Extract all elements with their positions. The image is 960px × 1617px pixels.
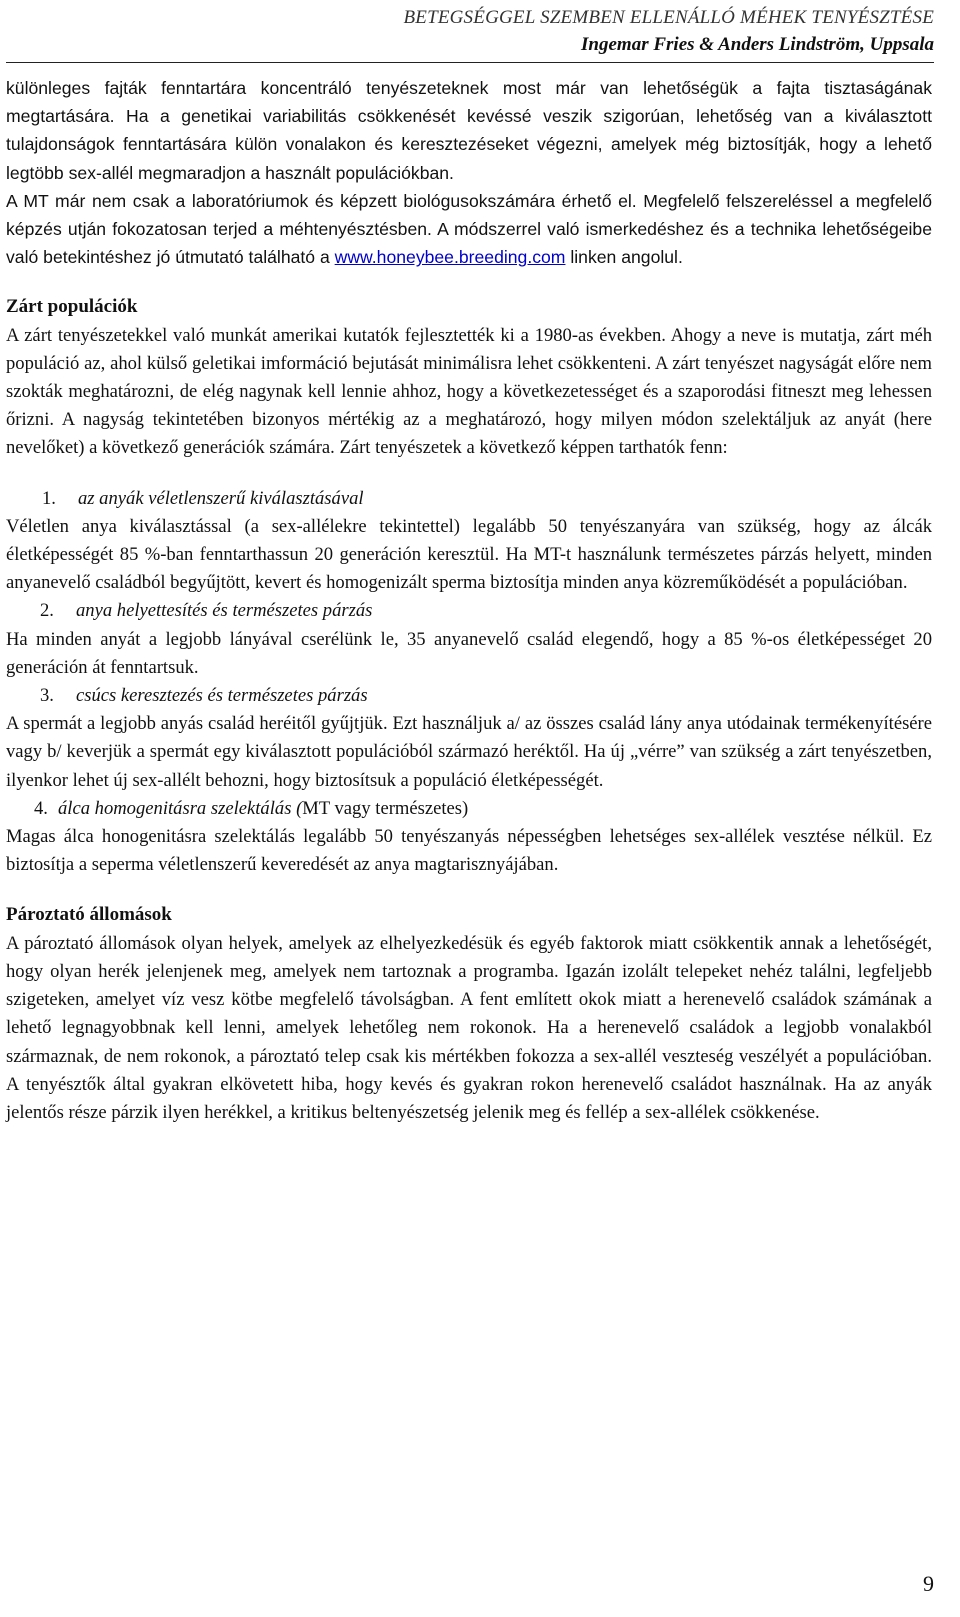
list-item-1-text: Véletlen anya kiválasztással (a sex-allélekre tekintettel) legalább 50 tenyészanyára van szükség, hogy az álcák életképességét 85 %-ban fenntarthassun 20 generáción keresztül. Ha MT-t használunk természetes párzás helyett, minden anyanevelő családból begyűjtött, kevert és homogenizált sperma biztosítja minden anya közreműködését a populációban.: [6, 515, 932, 594]
list-number: 1.: [42, 487, 56, 509]
list-item-1: [6, 485, 932, 513]
document-body: [6, 74, 932, 1127]
header-rule: [6, 62, 934, 63]
page-number: 9: [923, 1571, 934, 1596]
list-item-4-text: Magas álca honogenitásra szelektálás legalább 50 tenyészanyás népességben lehetséges sex-allélek vesztése nélkül. Ez biztosítja a seperma véletlenszerű keveredését az anya magtarisznyájában.: [6, 826, 932, 876]
header-title: BETEGSÉGGEL SZEMBEN ELLENÁLLÓ MÉHEK TENYÉSZTÉSE: [403, 7, 934, 28]
spacer: [6, 271, 932, 293]
intro-paragraph-1: különleges fajták fenntartára koncentráló tenyészeteknek most már van lehetőségük a fajta tisztaságának megtartására. Ha a genetikai variabilitás csökkenését kevéssé veszik szigorúan, lehetőség van a kiválasztott tulajdonságok fenntartására külön vonalakon és keresztezéseket végezni, amelyek még biztosítják, hogy a lehető legtöbb sex-allél megmaradjon a használt populációkban.: [6, 78, 932, 183]
intro-paragraph-2-text: A MT már nem csak a laboratóriumok és képzett biológusokszámára érhető el. Megfelelő felszereléssel a megfelelő képzés utján fokozatosan terjed a méhtenyésztésben. A módszerrel való ismerkedéshez és a technika lehetőségeibe való betekintéshez jó útmutató található a: [6, 190, 932, 268]
honeybee-link[interactable]: www.honeybee.breeding.com: [334, 247, 566, 268]
section-heading-mating-stations: Pároztató állomások: [6, 904, 172, 926]
list-item-title: álca homogenitásra szelektálás (: [58, 797, 303, 819]
list-item-title: anya helyettesítés és természetes párzás: [76, 600, 373, 622]
list-item-3: [6, 682, 932, 710]
spacer: [6, 463, 932, 485]
closed-populations-paragraph: A zárt tenyészetekkel való munkát amerikai kutatók fejlesztették ki a 1980-as években. Ahogy a neve is mutatja, zárt méh populáció az, ahol külső geletikai imformáció bejutását minimálisra lehet csökkenteni. A zárt tenyészet nagyságát előre nem szokták meghatározni, de elég nagynak kell lennie ahhoz, hogy a következetességet és a szaporodási fitneszt meg lehessen őrizni. A nagyság tekintetében bizonyos mértékig az a meghatározó, hogy milyen módon szelektáljuk az anyát (here nevelőket) a következő generációk számára. Zárt tenyészetek a következő képpen tarthatók fenn:: [6, 324, 932, 459]
intro-paragraph-2-tail: linken angolul.: [565, 247, 683, 268]
list-number: 4.: [34, 797, 48, 819]
list-item-2: [6, 597, 932, 625]
list-item-title: csúcs keresztezés és természetes párzás: [76, 685, 368, 707]
header-authors: Ingemar Fries & Anders Lindström, Uppsala: [581, 34, 934, 55]
list-item-title: az anyák véletlenszerű kiválasztásával: [78, 487, 364, 509]
spacer: [6, 879, 932, 901]
section-heading-closed-populations: Zárt populációk: [6, 296, 138, 318]
list-item-2-text: Ha minden anyát a legjobb lányával cserélünk le, 35 anyanevelő család elegendő, hogy a 85 %-os életképességet 20 generáción át fenntartsuk.: [6, 628, 932, 678]
running-header: [403, 4, 934, 58]
list-item-4: [6, 795, 932, 823]
mating-stations-paragraph: A pároztató állomások olyan helyek, amelyek az elhelyezkedésük és egyéb faktorok miatt csökkentik annak a lehetőségét, hogy olyan herék jelenjenek meg, amelyek nem tartoznak a programba. Igazán izolált telepeket nehéz találni, legfeljebb szigeteken, amelyet víz vesz kötbe megfelelő távolságban. A fent említett okok miatt a herenevelő családok számának a lehető legnagyobbnak kell lenni, amelyek lehetőleg nem rokonok. Ha a herenevelő családok a legjobb vonalakból származnak, de nem rokonok, a pároztató telep csak kis mértékben fokozza a sex-allél veszteség veszélyét a populációban. A tenyésztők által gyakran elkövetett hiba, hogy kevés és gyakran rokon herenevelő családot használnak. Ha az anyák jelentős része párzik ilyen herékkel, a kritikus beltenyészetség jelenik meg és fellép a sex-allélek csökkenése.: [6, 932, 932, 1123]
intro-paragraph-2: [6, 187, 932, 272]
list-item-3-text: A spermát a legjobb anyás család heréitől gyűjtjük. Ezt használjuk a/ az összes család lány anya utódainak termékenyítésére vagy b/ keverjük a spermát egy kiválasztott populációból származó heréktől. Ha új „vérre” van szükség a zárt tenyészetben, ilyenkor lehet új sex-allélt behozni, hogy biztosítsuk a populáció életképességét.: [6, 713, 932, 791]
list-number: 2.: [40, 600, 54, 622]
list-number: 3.: [40, 685, 54, 707]
list-item-title-rest: MT vagy természetes): [302, 797, 469, 819]
